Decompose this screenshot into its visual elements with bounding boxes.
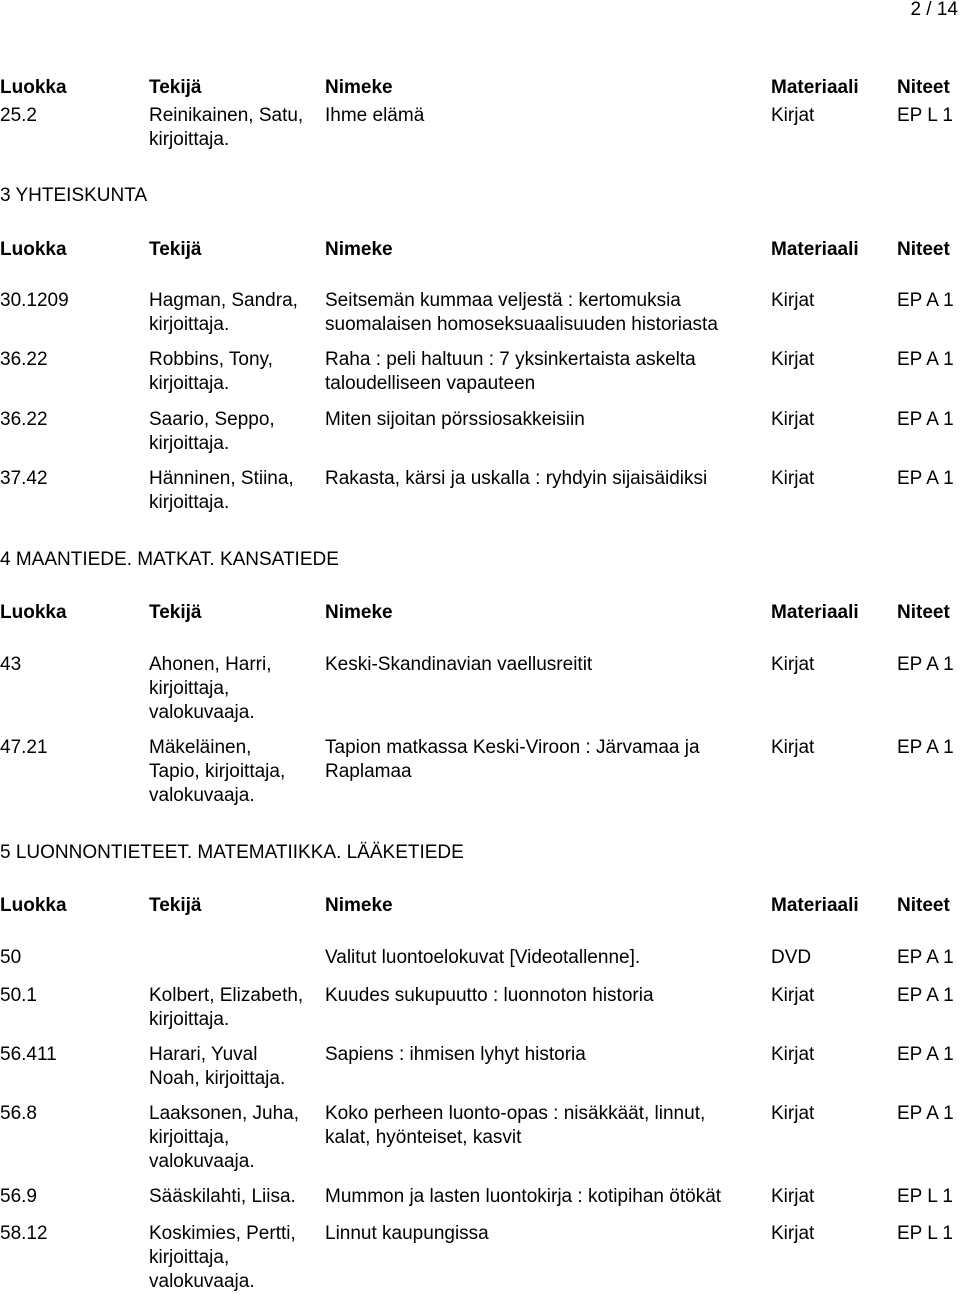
cell-luokka: 37.42 xyxy=(0,468,48,489)
cell-nimeke: Koko perheen luonto-opas : nisäkkäät, linnut, kalat, hyönteiset, kasvit xyxy=(325,1103,706,1148)
cell-materiaali: Kirjat xyxy=(771,654,815,675)
cell-niteet: EP L 1 xyxy=(897,1186,953,1207)
cell-tekija: Saario, Seppo, kirjoittaja. xyxy=(149,409,275,454)
header-niteet: Niteet xyxy=(897,895,950,916)
cell-nimeke: Miten sijoitan pörssiosakkeisiin xyxy=(325,409,585,430)
cell-niteet: EP A 1 xyxy=(897,349,954,370)
cell-tekija: Mäkeläinen, Tapio, kirjoittaja, valokuvaaja. xyxy=(149,737,286,806)
header-tekija: Tekijä xyxy=(149,895,202,916)
section-title: 5 LUONNONTIETEET. MATEMATIIKKA. LÄÄKETIEDE xyxy=(0,842,464,863)
header-materiaali: Materiaali xyxy=(771,77,859,98)
cell-materiaali: Kirjat xyxy=(771,737,815,758)
cell-nimeke: Valitut luontoelokuvat [Videotallenne]. xyxy=(325,947,641,968)
cell-tekija: Laaksonen, Juha, kirjoittaja, valokuvaaja. xyxy=(149,1103,300,1172)
cell-luokka: 56.411 xyxy=(0,1044,57,1065)
cell-materiaali: Kirjat xyxy=(771,985,815,1006)
cell-niteet: EP A 1 xyxy=(897,985,954,1006)
header-niteet: Niteet xyxy=(897,239,950,260)
cell-tekija: Sääskilahti, Liisa. xyxy=(149,1186,296,1207)
header-materiaali: Materiaali xyxy=(771,239,859,260)
cell-luokka: 50.1 xyxy=(0,985,37,1006)
cell-materiaali: Kirjat xyxy=(771,349,815,370)
cell-luokka: 43 xyxy=(0,654,22,675)
cell-luokka: 36.22 xyxy=(0,349,48,370)
cell-nimeke: Ihme elämä xyxy=(325,105,425,126)
cell-luokka: 30.1209 xyxy=(0,290,69,311)
cell-tekija: Robbins, Tony, kirjoittaja. xyxy=(149,349,273,394)
page-number: 2 / 14 xyxy=(910,0,958,20)
header-materiaali: Materiaali xyxy=(771,895,859,916)
section-title: 3 YHTEISKUNTA xyxy=(0,185,148,206)
cell-luokka: 47.21 xyxy=(0,737,48,758)
cell-nimeke: Mummon ja lasten luontokirja : kotipihan ötökät xyxy=(325,1186,722,1207)
header-materiaali: Materiaali xyxy=(771,602,859,623)
cell-tekija: Koskimies, Pertti, kirjoittaja, valokuvaaja. xyxy=(149,1223,296,1292)
cell-tekija: Reinikainen, Satu, kirjoittaja. xyxy=(149,105,304,150)
header-luokka: Luokka xyxy=(0,239,67,260)
cell-luokka: 56.8 xyxy=(0,1103,37,1124)
cell-nimeke: Raha : peli haltuun : 7 yksinkertaista askelta taloudelliseen vapauteen xyxy=(325,349,696,394)
cell-materiaali: Kirjat xyxy=(771,1223,815,1244)
cell-luokka: 36.22 xyxy=(0,409,48,430)
cell-tekija: Kolbert, Elizabeth, kirjoittaja. xyxy=(149,985,304,1030)
section-title: 4 MAANTIEDE. MATKAT. KANSATIEDE xyxy=(0,549,339,570)
cell-materiaali: Kirjat xyxy=(771,409,815,430)
cell-niteet: EP A 1 xyxy=(897,468,954,489)
cell-nimeke: Tapion matkassa Keski-Viroon : Järvamaa ja Raplamaa xyxy=(325,737,700,782)
header-luokka: Luokka xyxy=(0,77,67,98)
cell-materiaali: Kirjat xyxy=(771,1044,815,1065)
header-nimeke: Nimeke xyxy=(325,77,393,98)
cell-nimeke: Seitsemän kummaa veljestä : kertomuksia suomalaisen homoseksuaalisuuden historiasta xyxy=(325,290,718,335)
cell-niteet: EP A 1 xyxy=(897,1044,954,1065)
cell-materiaali: Kirjat xyxy=(771,1103,815,1124)
cell-materiaali: Kirjat xyxy=(771,1186,815,1207)
cell-niteet: EP A 1 xyxy=(897,737,954,758)
cell-niteet: EP L 1 xyxy=(897,105,953,126)
cell-nimeke: Sapiens : ihmisen lyhyt historia xyxy=(325,1044,586,1065)
cell-tekija: Harari, Yuval Noah, kirjoittaja. xyxy=(149,1044,286,1089)
header-niteet: Niteet xyxy=(897,602,950,623)
header-nimeke: Nimeke xyxy=(325,602,393,623)
cell-niteet: EP L 1 xyxy=(897,1223,953,1244)
cell-nimeke: Linnut kaupungissa xyxy=(325,1223,489,1244)
cell-tekija: Hagman, Sandra, kirjoittaja. xyxy=(149,290,298,335)
cell-niteet: EP A 1 xyxy=(897,654,954,675)
header-tekija: Tekijä xyxy=(149,602,202,623)
header-nimeke: Nimeke xyxy=(325,895,393,916)
cell-luokka: 58.12 xyxy=(0,1223,48,1244)
cell-nimeke: Kuudes sukupuutto : luonnoton historia xyxy=(325,985,654,1006)
cell-materiaali: Kirjat xyxy=(771,468,815,489)
cell-tekija: Ahonen, Harri, kirjoittaja, valokuvaaja. xyxy=(149,654,272,723)
header-luokka: Luokka xyxy=(0,895,67,916)
header-luokka: Luokka xyxy=(0,602,67,623)
cell-luokka: 50 xyxy=(0,947,22,968)
header-tekija: Tekijä xyxy=(149,77,202,98)
cell-materiaali: Kirjat xyxy=(771,290,815,311)
header-nimeke: Nimeke xyxy=(325,239,393,260)
cell-materiaali: DVD xyxy=(771,947,812,968)
cell-nimeke: Keski-Skandinavian vaellusreitit xyxy=(325,654,593,675)
cell-nimeke: Rakasta, kärsi ja uskalla : ryhdyin sijaisäidiksi xyxy=(325,468,708,489)
cell-niteet: EP A 1 xyxy=(897,947,954,968)
cell-tekija: Hänninen, Stiina, kirjoittaja. xyxy=(149,468,294,513)
cell-luokka: 25.2 xyxy=(0,105,37,126)
cell-materiaali: Kirjat xyxy=(771,105,815,126)
cell-niteet: EP A 1 xyxy=(897,1103,954,1124)
cell-niteet: EP A 1 xyxy=(897,409,954,430)
header-niteet: Niteet xyxy=(897,77,950,98)
cell-luokka: 56.9 xyxy=(0,1186,37,1207)
header-tekija: Tekijä xyxy=(149,239,202,260)
cell-niteet: EP A 1 xyxy=(897,290,954,311)
